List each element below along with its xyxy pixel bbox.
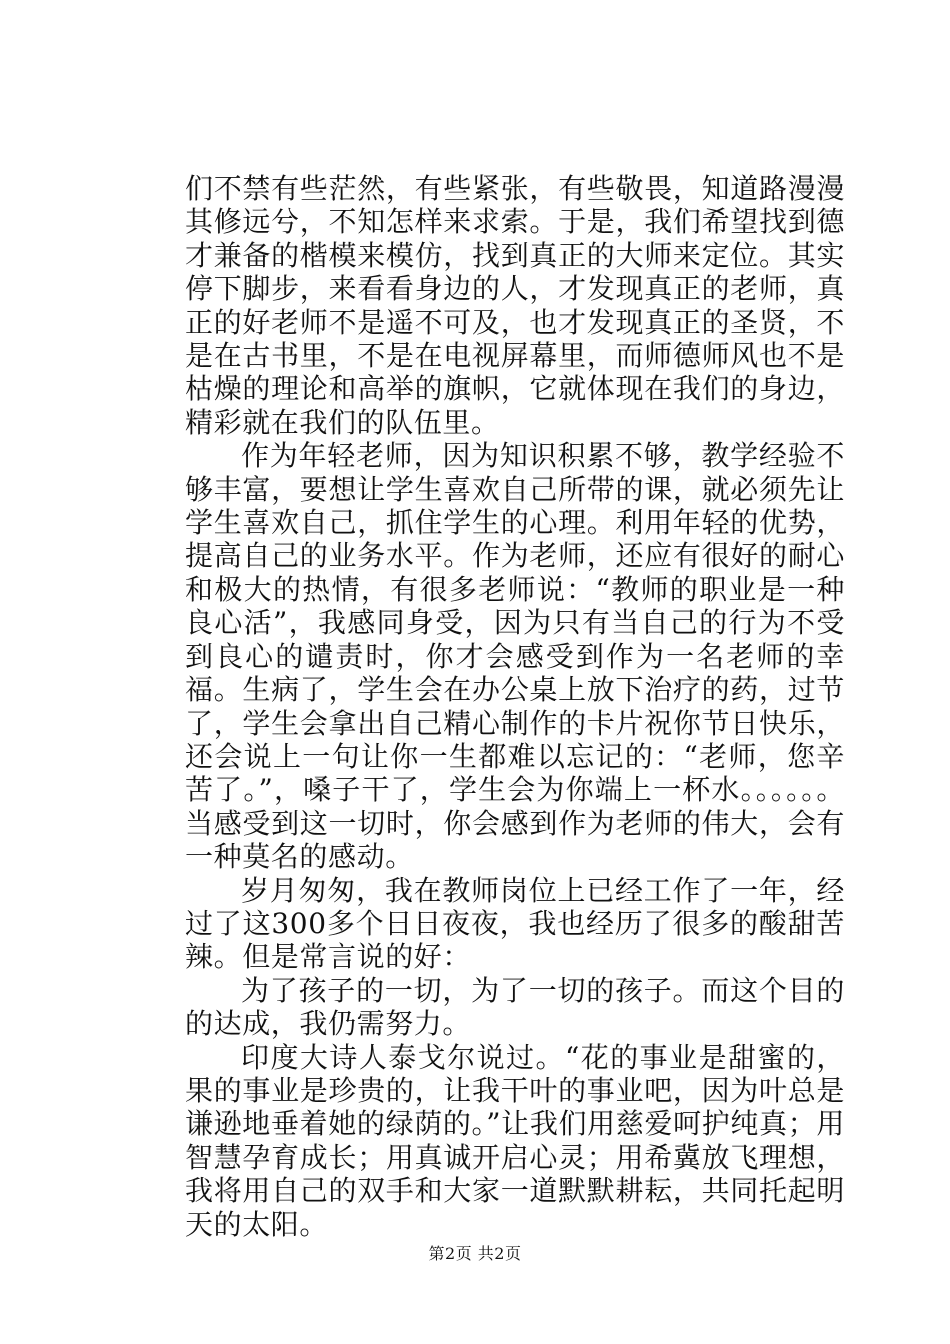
paragraph-1: 们不禁有些茫然，有些紧张，有些敬畏，知道路漫漫其修远兮，不知怎样来求索。于是，我们希望找到德才兼备的楷模来模仿，找到真正的大师来定位。其实停下脚步，来看看身边的人，才发现真正的老师，真正的好老师不是遥不可及，也才发现真正的圣贤，不是在古书里，不是在电视屏幕里，而师德师风也不是枯燥的理论和高举的旗帜，它就体现在我们的身边，精彩就在我们的队伍里。: [185, 172, 845, 439]
paragraph-2: 作为年轻老师，因为知识积累不够，教学经验不够丰富，要想让学生喜欢自己所带的课，就必须先让学生喜欢自己，抓住学生的心理。利用年轻的优势，提高自己的业务水平。作为老师，还应有很好的耐心和极大的热情，有很多老师说：“教师的职业是一种良心活”，我感同身受，因为只有当自己的行为不受到良心的谴责时，你才会感受到作为一名老师的幸福。生病了，学生会在办公桌上放下治疗的药，过节了，学生会拿出自己精心制作的卡片祝你节日快乐，还会说上一句让你一生都难以忘记的：“老师，您辛苦了。”，嗓子干了，学生会为你端上一杯水。。。。。。当感受到这一切时，你会感到作为老师的伟大，会有一种莫名的感动。: [185, 439, 845, 874]
paragraph-3: 岁月匆匆，我在教师岗位上已经工作了一年，经过了这300多个日日夜夜，我也经历了很多的酸甜苦辣。但是常言说的好：: [185, 873, 845, 974]
paragraph-4: 为了孩子的一切，为了一切的孩子。而这个目的的达成，我仍需努力。: [185, 973, 845, 1041]
page-footer: 第2页 共2页: [428, 1244, 522, 1263]
document-body: [185, 172, 845, 1241]
paragraph-5: 印度大诗人泰戈尔说过。“花的事业是甜蜜的，果的事业是珍贵的，让我干叶的事业吧，因为叶总是谦逊地垂着她的绿荫的。”让我们用慈爱呵护纯真；用智慧孕育成长；用真诚开启心灵；用希冀放飞理想，我将用自己的双手和大家一道默默耕耘，共同托起明天的太阳。: [185, 1040, 845, 1241]
